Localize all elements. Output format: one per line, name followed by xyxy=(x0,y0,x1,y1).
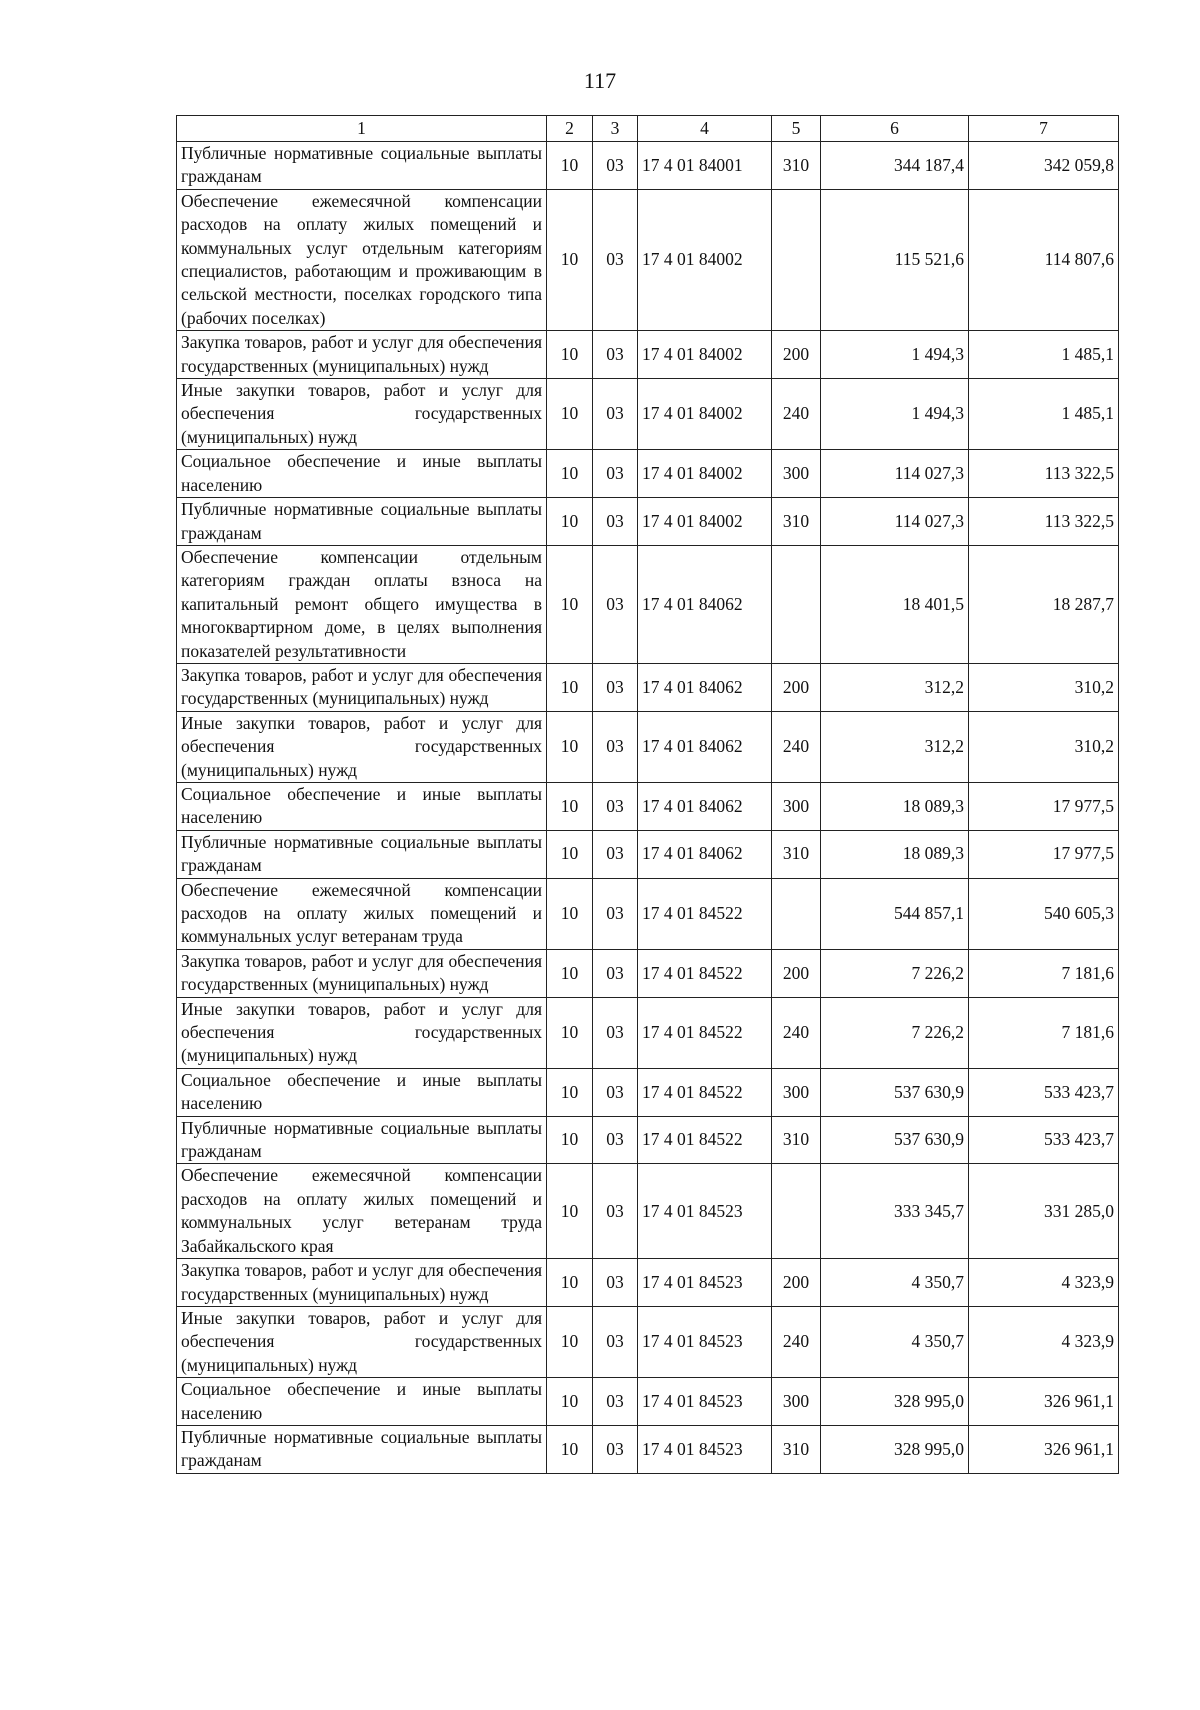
row-name-cell: Обеспечение компенсации отдельным категориям граждан оплаты взноса на капитальный ремонт общего имущества в многоквартирном доме, в целях выполнения показателей результативности xyxy=(177,545,547,663)
amount-col7-cell: 326 961,1 xyxy=(969,1378,1119,1426)
table-row xyxy=(177,545,1119,663)
section-cell: 10 xyxy=(547,498,593,546)
expense-type-cell: 310 xyxy=(772,1425,821,1473)
table-row xyxy=(177,782,1119,830)
target-code-cell: 17 4 01 84522 xyxy=(638,949,772,997)
section-cell: 10 xyxy=(547,142,593,190)
amount-col6-cell: 114 027,3 xyxy=(821,450,969,498)
amount-col6-cell: 4 350,7 xyxy=(821,1259,969,1307)
target-code-cell: 17 4 01 84523 xyxy=(638,1259,772,1307)
amount-col6-cell: 7 226,2 xyxy=(821,997,969,1068)
row-name-cell: Социальное обеспечение и иные выплаты населению xyxy=(177,1378,547,1426)
amount-col7-cell: 1 485,1 xyxy=(969,379,1119,450)
table-row xyxy=(177,189,1119,330)
amount-col7-cell: 1 485,1 xyxy=(969,331,1119,379)
amount-col6-cell: 328 995,0 xyxy=(821,1425,969,1473)
expense-type-cell: 310 xyxy=(772,1116,821,1164)
subsection-cell: 03 xyxy=(593,663,638,711)
amount-col6-cell: 312,2 xyxy=(821,711,969,782)
expense-type-cell xyxy=(772,1164,821,1259)
section-cell: 10 xyxy=(547,1259,593,1307)
amount-col6-cell: 7 226,2 xyxy=(821,949,969,997)
section-cell: 10 xyxy=(547,545,593,663)
expense-type-cell: 310 xyxy=(772,498,821,546)
subsection-cell: 03 xyxy=(593,711,638,782)
subsection-cell: 03 xyxy=(593,1068,638,1116)
budget-table xyxy=(176,115,1119,1474)
amount-col6-cell: 537 630,9 xyxy=(821,1116,969,1164)
amount-col7-cell: 310,2 xyxy=(969,711,1119,782)
amount-col6-cell: 328 995,0 xyxy=(821,1378,969,1426)
row-name-cell: Закупка товаров, работ и услуг для обеспечения государственных (муниципальных) нужд xyxy=(177,1259,547,1307)
target-code-cell: 17 4 01 84522 xyxy=(638,997,772,1068)
table-row xyxy=(177,830,1119,878)
expense-type-cell: 200 xyxy=(772,1259,821,1307)
table-row xyxy=(177,450,1119,498)
row-name-cell: Публичные нормативные социальные выплаты гражданам xyxy=(177,498,547,546)
amount-col6-cell: 18 089,3 xyxy=(821,830,969,878)
expense-type-cell: 300 xyxy=(772,1378,821,1426)
section-cell: 10 xyxy=(547,1164,593,1259)
table-row xyxy=(177,1425,1119,1473)
row-name-cell: Публичные нормативные социальные выплаты гражданам xyxy=(177,142,547,190)
subsection-cell: 03 xyxy=(593,997,638,1068)
section-cell: 10 xyxy=(547,450,593,498)
target-code-cell: 17 4 01 84002 xyxy=(638,379,772,450)
table-row xyxy=(177,1116,1119,1164)
expense-type-cell xyxy=(772,878,821,949)
expense-type-cell xyxy=(772,545,821,663)
row-name-cell: Публичные нормативные социальные выплаты гражданам xyxy=(177,1425,547,1473)
amount-col7-cell: 533 423,7 xyxy=(969,1068,1119,1116)
subsection-cell: 03 xyxy=(593,331,638,379)
target-code-cell: 17 4 01 84522 xyxy=(638,878,772,949)
amount-col7-cell: 7 181,6 xyxy=(969,949,1119,997)
table-row xyxy=(177,711,1119,782)
column-header: 5 xyxy=(772,116,821,142)
amount-col7-cell: 331 285,0 xyxy=(969,1164,1119,1259)
amount-col7-cell: 4 323,9 xyxy=(969,1306,1119,1377)
expense-type-cell: 300 xyxy=(772,1068,821,1116)
row-name-cell: Иные закупки товаров, работ и услуг для обеспечения государственных (муниципальных) нужд xyxy=(177,711,547,782)
subsection-cell: 03 xyxy=(593,1116,638,1164)
target-code-cell: 17 4 01 84002 xyxy=(638,189,772,330)
table-row xyxy=(177,1068,1119,1116)
row-name-cell: Публичные нормативные социальные выплаты гражданам xyxy=(177,1116,547,1164)
row-name-cell: Публичные нормативные социальные выплаты гражданам xyxy=(177,830,547,878)
table-row xyxy=(177,1259,1119,1307)
amount-col7-cell: 326 961,1 xyxy=(969,1425,1119,1473)
subsection-cell: 03 xyxy=(593,142,638,190)
table-row xyxy=(177,878,1119,949)
amount-col6-cell: 544 857,1 xyxy=(821,878,969,949)
table-row xyxy=(177,1378,1119,1426)
target-code-cell: 17 4 01 84523 xyxy=(638,1378,772,1426)
amount-col7-cell: 113 322,5 xyxy=(969,450,1119,498)
row-name-cell: Иные закупки товаров, работ и услуг для обеспечения государственных (муниципальных) нужд xyxy=(177,1306,547,1377)
amount-col6-cell: 4 350,7 xyxy=(821,1306,969,1377)
section-cell: 10 xyxy=(547,1116,593,1164)
expense-type-cell: 200 xyxy=(772,663,821,711)
column-header: 3 xyxy=(593,116,638,142)
amount-col7-cell: 4 323,9 xyxy=(969,1259,1119,1307)
target-code-cell: 17 4 01 84062 xyxy=(638,830,772,878)
target-code-cell: 17 4 01 84001 xyxy=(638,142,772,190)
column-header: 4 xyxy=(638,116,772,142)
expense-type-cell: 240 xyxy=(772,711,821,782)
table-row xyxy=(177,1306,1119,1377)
expense-type-cell: 240 xyxy=(772,379,821,450)
column-header: 2 xyxy=(547,116,593,142)
row-name-cell: Социальное обеспечение и иные выплаты населению xyxy=(177,782,547,830)
table-row xyxy=(177,331,1119,379)
amount-col7-cell: 18 287,7 xyxy=(969,545,1119,663)
section-cell: 10 xyxy=(547,331,593,379)
target-code-cell: 17 4 01 84523 xyxy=(638,1164,772,1259)
row-name-cell: Обеспечение ежемесячной компенсации расходов на оплату жилых помещений и коммунальных услуг отдельным категориям специалистов, работающим и проживающим в сельской местности, поселках городского типа (рабочих поселках) xyxy=(177,189,547,330)
amount-col6-cell: 344 187,4 xyxy=(821,142,969,190)
target-code-cell: 17 4 01 84062 xyxy=(638,545,772,663)
subsection-cell: 03 xyxy=(593,1259,638,1307)
section-cell: 10 xyxy=(547,997,593,1068)
expense-type-cell: 300 xyxy=(772,782,821,830)
amount-col6-cell: 1 494,3 xyxy=(821,331,969,379)
expense-type-cell: 240 xyxy=(772,997,821,1068)
target-code-cell: 17 4 01 84522 xyxy=(638,1116,772,1164)
section-cell: 10 xyxy=(547,878,593,949)
target-code-cell: 17 4 01 84522 xyxy=(638,1068,772,1116)
amount-col7-cell: 540 605,3 xyxy=(969,878,1119,949)
subsection-cell: 03 xyxy=(593,949,638,997)
section-cell: 10 xyxy=(547,1378,593,1426)
table-row xyxy=(177,1164,1119,1259)
expense-type-cell: 300 xyxy=(772,450,821,498)
row-name-cell: Обеспечение ежемесячной компенсации расходов на оплату жилых помещений и коммунальных услуг ветеранам труда xyxy=(177,878,547,949)
amount-col7-cell: 113 322,5 xyxy=(969,498,1119,546)
section-cell: 10 xyxy=(547,1068,593,1116)
amount-col7-cell: 17 977,5 xyxy=(969,782,1119,830)
subsection-cell: 03 xyxy=(593,1306,638,1377)
table-body xyxy=(177,142,1119,1474)
amount-col6-cell: 1 494,3 xyxy=(821,379,969,450)
amount-col7-cell: 7 181,6 xyxy=(969,997,1119,1068)
target-code-cell: 17 4 01 84062 xyxy=(638,782,772,830)
expense-type-cell: 200 xyxy=(772,949,821,997)
subsection-cell: 03 xyxy=(593,379,638,450)
table-row xyxy=(177,949,1119,997)
section-cell: 10 xyxy=(547,663,593,711)
table-row xyxy=(177,498,1119,546)
row-name-cell: Иные закупки товаров, работ и услуг для обеспечения государственных (муниципальных) нужд xyxy=(177,997,547,1068)
section-cell: 10 xyxy=(547,379,593,450)
subsection-cell: 03 xyxy=(593,1378,638,1426)
target-code-cell: 17 4 01 84062 xyxy=(638,663,772,711)
table-row xyxy=(177,663,1119,711)
section-cell: 10 xyxy=(547,782,593,830)
section-cell: 10 xyxy=(547,189,593,330)
expense-type-cell: 240 xyxy=(772,1306,821,1377)
amount-col7-cell: 17 977,5 xyxy=(969,830,1119,878)
target-code-cell: 17 4 01 84002 xyxy=(638,450,772,498)
row-name-cell: Обеспечение ежемесячной компенсации расходов на оплату жилых помещений и коммунальных услуг ветеранам труда Забайкальского края xyxy=(177,1164,547,1259)
target-code-cell: 17 4 01 84002 xyxy=(638,498,772,546)
amount-col6-cell: 114 027,3 xyxy=(821,498,969,546)
table-row xyxy=(177,997,1119,1068)
section-cell: 10 xyxy=(547,949,593,997)
column-header: 6 xyxy=(821,116,969,142)
subsection-cell: 03 xyxy=(593,498,638,546)
amount-col6-cell: 18 401,5 xyxy=(821,545,969,663)
target-code-cell: 17 4 01 84523 xyxy=(638,1306,772,1377)
amount-col6-cell: 312,2 xyxy=(821,663,969,711)
subsection-cell: 03 xyxy=(593,878,638,949)
amount-col6-cell: 18 089,3 xyxy=(821,782,969,830)
row-name-cell: Закупка товаров, работ и услуг для обеспечения государственных (муниципальных) нужд xyxy=(177,331,547,379)
target-code-cell: 17 4 01 84062 xyxy=(638,711,772,782)
expense-type-cell: 200 xyxy=(772,331,821,379)
subsection-cell: 03 xyxy=(593,1425,638,1473)
subsection-cell: 03 xyxy=(593,450,638,498)
row-name-cell: Закупка товаров, работ и услуг для обеспечения государственных (муниципальных) нужд xyxy=(177,663,547,711)
target-code-cell: 17 4 01 84523 xyxy=(638,1425,772,1473)
amount-col7-cell: 310,2 xyxy=(969,663,1119,711)
subsection-cell: 03 xyxy=(593,782,638,830)
column-header: 1 xyxy=(177,116,547,142)
amount-col6-cell: 115 521,6 xyxy=(821,189,969,330)
amount-col6-cell: 333 345,7 xyxy=(821,1164,969,1259)
header-row xyxy=(177,116,1119,142)
section-cell: 10 xyxy=(547,1425,593,1473)
row-name-cell: Иные закупки товаров, работ и услуг для обеспечения государственных (муниципальных) нужд xyxy=(177,379,547,450)
table-row xyxy=(177,379,1119,450)
subsection-cell: 03 xyxy=(593,545,638,663)
column-header: 7 xyxy=(969,116,1119,142)
amount-col6-cell: 537 630,9 xyxy=(821,1068,969,1116)
target-code-cell: 17 4 01 84002 xyxy=(638,331,772,379)
amount-col7-cell: 533 423,7 xyxy=(969,1116,1119,1164)
expense-type-cell xyxy=(772,189,821,330)
row-name-cell: Закупка товаров, работ и услуг для обеспечения государственных (муниципальных) нужд xyxy=(177,949,547,997)
subsection-cell: 03 xyxy=(593,830,638,878)
row-name-cell: Социальное обеспечение и иные выплаты населению xyxy=(177,450,547,498)
amount-col7-cell: 114 807,6 xyxy=(969,189,1119,330)
subsection-cell: 03 xyxy=(593,189,638,330)
table-row xyxy=(177,142,1119,190)
section-cell: 10 xyxy=(547,711,593,782)
amount-col7-cell: 342 059,8 xyxy=(969,142,1119,190)
row-name-cell: Социальное обеспечение и иные выплаты населению xyxy=(177,1068,547,1116)
subsection-cell: 03 xyxy=(593,1164,638,1259)
page-number: 117 xyxy=(583,68,617,93)
section-cell: 10 xyxy=(547,1306,593,1377)
expense-type-cell: 310 xyxy=(772,142,821,190)
section-cell: 10 xyxy=(547,830,593,878)
expense-type-cell: 310 xyxy=(772,830,821,878)
